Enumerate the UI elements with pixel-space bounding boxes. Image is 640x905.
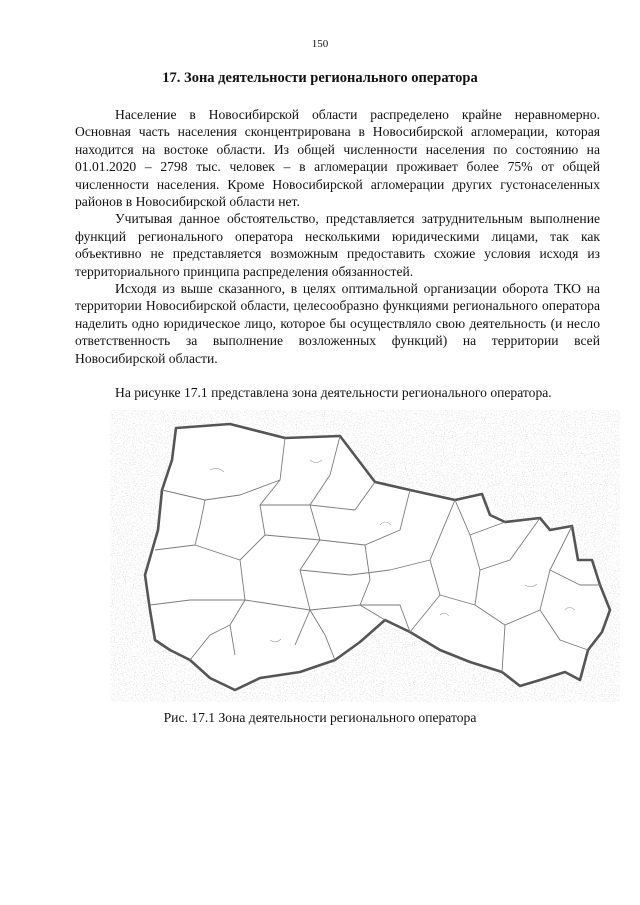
section-heading: 17. Зона деятельности регионального оператора (162, 70, 478, 86)
page-number: 150 (311, 38, 329, 50)
paragraph-2: Учитывая данное обстоятельство, представляется затруднительным выполнение функций регионального оператора несколькими юридическими лицами, так как объективно не представляется возможным предоставить схожие условия исходя из территориального принципа распределения обязанностей. (75, 211, 600, 279)
figure-intro: На рисунке 17.1 представлена зона деятельности регионального оператора. (115, 385, 552, 400)
region-map (110, 410, 620, 702)
paragraph-1: Население в Новосибирской области распределено крайне неравномерно. Основная часть населения сконцентрирована в Новосибирской агломерации, которая находится на востоке области. Из общей численности населения по состоянию на 01.01.2020 – 2798 тыс. человек – в агломерации проживает более 75% от общей численности населения. Кроме Новосибирской агломерации других густонаселенных районов в Новосибирской области нет. (75, 107, 600, 210)
body-text (75, 106, 600, 367)
paragraph-3: Исходя из выше сказанного, в целях оптимальной организации оборота ТКО на территории Новосибирской области, целесообразно функциями регионального оператора наделить одно юридическое лицо, которое бы осуществляло свою деятельность (и несло ответственность за выполнение возложенных функций) на территории всей Новосибирской области. (75, 281, 600, 366)
region-map-figure (110, 410, 620, 702)
figure-caption: Рис. 17.1 Зона деятельности регионального оператора (163, 710, 477, 725)
